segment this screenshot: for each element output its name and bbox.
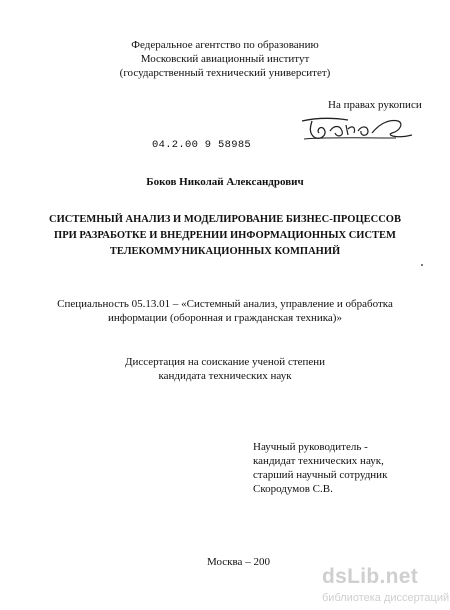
institute-name: Московский авиационный институт xyxy=(140,53,310,65)
city-year: Москва – 200 xyxy=(207,556,270,568)
degree-line-2: кандидата технических наук xyxy=(158,370,292,382)
title-line-1: СИСТЕМНЫЙ АНАЛИЗ И МОДЕЛИРОВАНИЕ БИЗНЕС-ПРОЦЕССОВ xyxy=(49,214,401,225)
agency-name: Федеральное агентство по образованию xyxy=(131,39,319,51)
university-status: (государственный технический университет) xyxy=(119,67,331,79)
handwritten-signature xyxy=(300,113,415,145)
specialty-block xyxy=(0,297,450,325)
dissertation-degree-block xyxy=(0,355,450,383)
advisor-name: Скородумов С.В. xyxy=(253,483,333,495)
author-name: Боков Николай Александрович xyxy=(146,176,304,188)
advisor-line-3: старший научный сотрудник xyxy=(253,469,388,481)
scientific-advisor-block xyxy=(253,440,387,496)
title-line-2: ПРИ РАЗРАБОТКЕ И ВНЕДРЕНИИ ИНФОРМАЦИОННЫХ СИСТЕМ xyxy=(54,230,396,241)
advisor-line-1: Научный руководитель - xyxy=(253,441,368,453)
degree-line-1: Диссертация на соискание ученой степени xyxy=(124,356,326,368)
dslib-watermark xyxy=(322,565,450,610)
specialty-line-2: информации (оборонная и гражданская техника)» xyxy=(108,312,342,324)
specialty-line-1: Специальность 05.13.01 – «Системный анализ, управление и обработка xyxy=(57,298,393,310)
title-line-3: ТЕЛЕКОММУНИКАЦИОННЫХ КОМПАНИЙ xyxy=(109,246,341,257)
watermark-logo: dsLib.net xyxy=(322,565,419,588)
dissertation-title xyxy=(0,212,450,260)
advisor-line-2: кандидат технических наук, xyxy=(253,455,384,467)
organization-header xyxy=(0,38,450,80)
registration-stamp-code: 04.2.00 9 58985 xyxy=(152,139,252,151)
scan-speck xyxy=(421,264,423,266)
manuscript-rights-note: На правах рукописи xyxy=(328,99,422,111)
watermark-subtitle: библиотека диссертаций xyxy=(322,592,450,604)
